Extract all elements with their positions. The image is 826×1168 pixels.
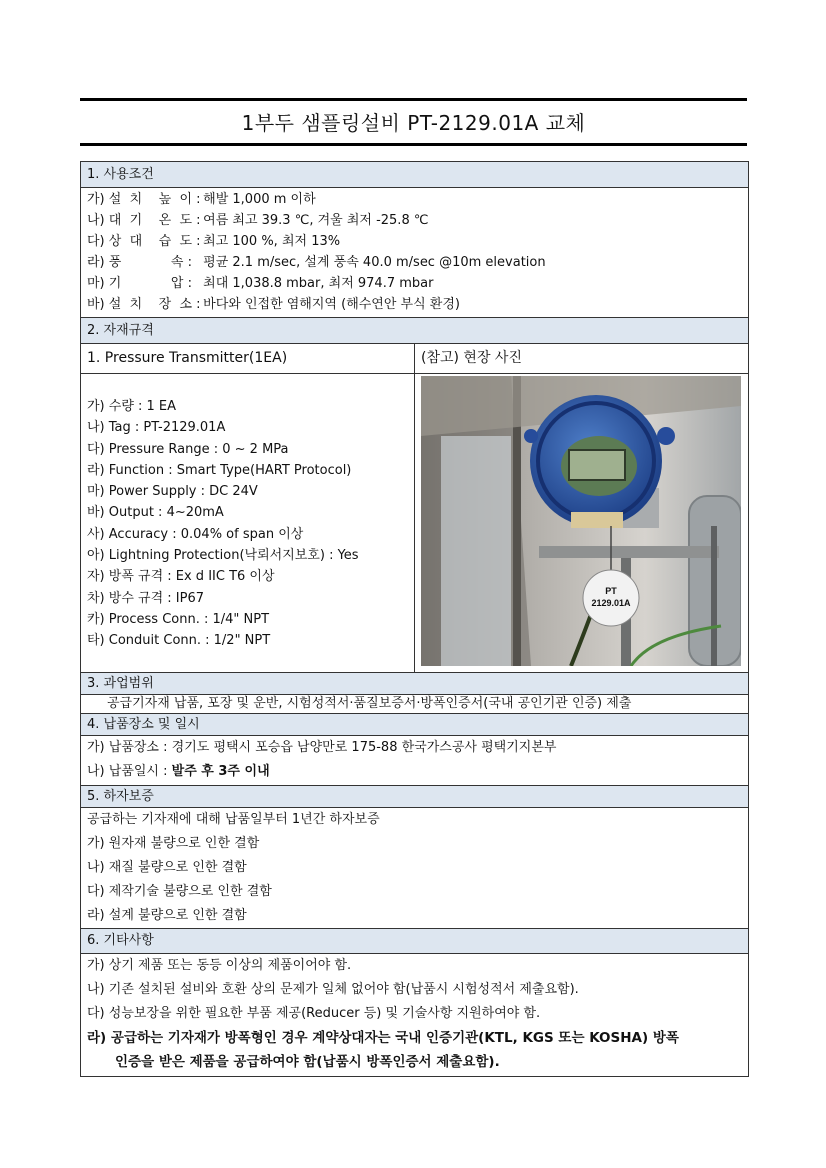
warranty-item: 가) 원자재 불량으로 인한 결함 <box>87 836 260 851</box>
warranty-body <box>81 808 748 929</box>
delivery-date-value: 발주 후 3주 이내 <box>171 764 270 779</box>
title-top-rule <box>80 98 747 101</box>
spec-item: 사) Accuracy : 0.04% of span 이상 <box>87 526 304 542</box>
site-photo-illustration <box>421 376 741 666</box>
other-item-explosion-proof-cont: 인증을 받은 제품을 공급하여야 함(납품시 방폭인증서 제출요함). <box>115 1054 500 1070</box>
delivery-body <box>81 736 748 786</box>
condition-row <box>81 273 748 294</box>
spec-item: 카) Process Conn. : 1/4" NPT <box>87 611 270 627</box>
scope-text: 공급기자재 납품, 포장 및 운반, 시험성적서·품질보증서·방폭인증서(국내 공인기관 인증) 제출 <box>107 696 632 711</box>
condition-label: 라) 풍 속 : <box>87 255 192 270</box>
site-photo-title: (참고) 현장 사진 <box>415 344 748 374</box>
condition-label: 가) 설 치 높 이 : <box>87 192 201 207</box>
spec-table <box>80 161 749 1077</box>
warranty-item: 나) 재질 불량으로 인한 결함 <box>87 860 247 875</box>
section-heading-specs: 2. 자재규격 <box>81 318 748 344</box>
specs-left-column <box>81 344 415 672</box>
condition-value: 최대 1,038.8 mbar, 최저 974.7 mbar <box>203 276 434 291</box>
delivery-place: 가) 납품장소 : 경기도 평택시 포승읍 남양만로 175-88 한국가스공사 평택기지본부 <box>87 740 557 755</box>
scope-body <box>81 695 748 714</box>
section-heading-delivery: 4. 납품장소 및 일시 <box>81 714 748 736</box>
other-body <box>81 954 748 1076</box>
delivery-date-label: 나) 납품일시 : <box>87 764 168 779</box>
spec-item: 라) Function : Smart Type(HART Protocol) <box>87 462 352 478</box>
section-heading-conditions: 1. 사용조건 <box>81 162 748 188</box>
condition-label: 다) 상 대 습 도 : <box>87 234 201 249</box>
condition-value: 바다와 인접한 염해지역 (해수연안 부식 환경) <box>203 297 460 312</box>
condition-row <box>81 231 748 252</box>
condition-row <box>81 210 748 231</box>
spec-item: 자) 방폭 규격 : Ex d IIC T6 이상 <box>87 569 275 585</box>
other-item-explosion-proof: 라) 공급하는 기자재가 방폭형인 경우 계약상대자는 국내 인증기관(KTL, KGS 또는 KOSHA) 방폭 <box>87 1030 679 1046</box>
section-heading-warranty: 5. 하자보증 <box>81 786 748 808</box>
spec-item: 차) 방수 규격 : IP67 <box>87 590 204 606</box>
spec-item: 타) Conduit Conn. : 1/2" NPT <box>87 633 271 649</box>
condition-label: 마) 기 압 : <box>87 276 192 291</box>
spec-item: 아) Lightning Protection(낙뢰서지보호) : Yes <box>87 548 359 564</box>
site-photo <box>421 376 741 666</box>
condition-value: 여름 최고 39.3 ℃, 겨울 최저 -25.8 ℃ <box>203 213 429 228</box>
delivery-date-row <box>81 760 748 784</box>
warranty-intro: 공급하는 기자재에 대해 납품일부터 1년간 하자보증 <box>87 812 380 827</box>
warranty-item: 라) 설계 불량으로 인한 결함 <box>87 908 247 923</box>
spec-list <box>81 374 414 666</box>
other-item: 가) 상기 제품 또는 동등 이상의 제품이어야 함. <box>87 958 352 973</box>
specs-right-column <box>415 344 748 672</box>
spec-item: 마) Power Supply : DC 24V <box>87 484 258 500</box>
condition-row <box>81 294 748 315</box>
other-item: 나) 기존 설치된 설비와 호환 상의 문제가 일체 없어야 함(납품시 시험성적서 제출요함). <box>87 982 579 997</box>
section-heading-other: 6. 기타사항 <box>81 929 748 954</box>
title-bottom-rule <box>80 143 747 146</box>
other-item: 다) 성능보장을 위한 필요한 부품 제공(Reducer 등) 및 기술사항 지원하여야 함. <box>87 1006 541 1021</box>
spec-item: 바) Output : 4~20mA <box>87 505 224 521</box>
section-heading-scope: 3. 과업범위 <box>81 673 748 695</box>
condition-value: 최고 100 %, 최저 13% <box>203 234 341 249</box>
conditions-list <box>81 188 748 318</box>
document-title: 1부두 샘플링설비 PT-2129.01A 교체 <box>241 111 586 135</box>
condition-label: 바) 설 치 장 소 : <box>87 297 201 312</box>
warranty-item: 다) 제작기술 불량으로 인한 결함 <box>87 884 272 899</box>
spec-item: 다) Pressure Range : 0 ~ 2 MPa <box>87 441 289 457</box>
condition-row <box>81 252 748 273</box>
condition-label: 나) 대 기 온 도 : <box>87 213 201 228</box>
specs-split <box>81 344 748 673</box>
condition-value: 평균 2.1 m/sec, 설계 풍속 40.0 m/sec @10m elevation <box>203 255 546 270</box>
condition-row <box>81 189 748 210</box>
condition-value: 해발 1,000 m 이하 <box>203 192 316 207</box>
spec-item: 가) 수량 : 1 EA <box>87 399 177 414</box>
pressure-transmitter-title: 1. Pressure Transmitter(1EA) <box>81 344 414 374</box>
photo-tag-line1: PT <box>605 586 617 596</box>
spec-item: 나) Tag : PT-2129.01A <box>87 420 226 436</box>
photo-tag-line2: 2129.01A <box>591 598 631 608</box>
